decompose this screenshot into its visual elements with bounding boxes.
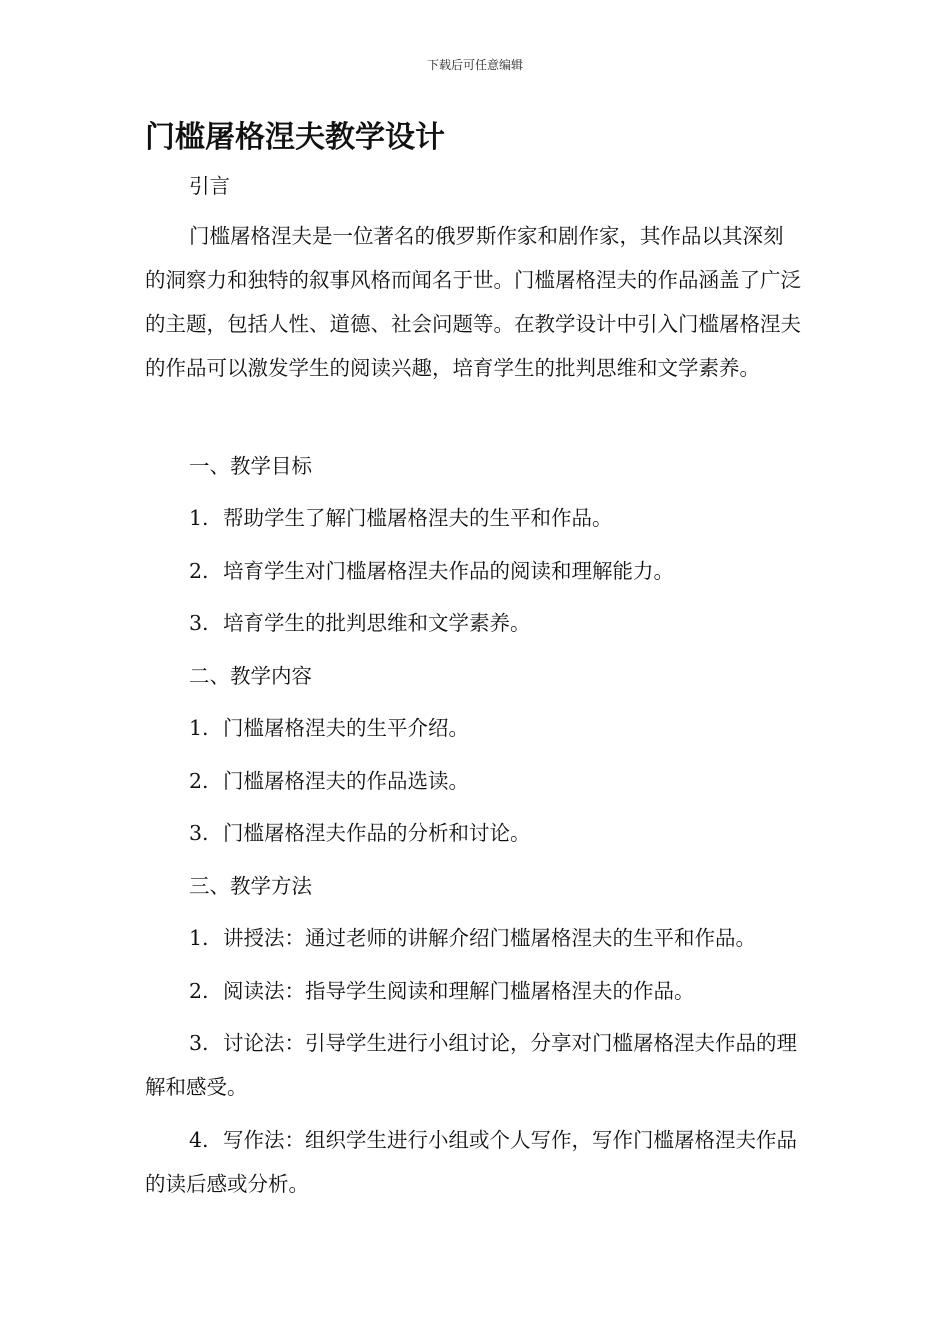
list-item-number: 2. — [189, 769, 209, 793]
list-item — [145, 1021, 803, 1109]
list-item-number: 2. — [189, 559, 209, 583]
list-item-number: 1. — [189, 506, 209, 530]
document-title: 门槛屠格涅夫教学设计 — [145, 120, 445, 155]
intro-heading: 引言 — [189, 174, 230, 198]
list-item — [145, 706, 803, 750]
list-item — [145, 1118, 803, 1206]
header-note: 下载后可任意编辑 — [426, 58, 523, 72]
section-heading-methods: 三、教学方法 — [189, 874, 312, 898]
list-item-text: 培育学生对门槛屠格涅夫作品的阅读和理解能力。 — [223, 559, 674, 583]
list-item-text: 门槛屠格涅夫的作品选读。 — [223, 769, 469, 793]
list-item-text: 帮助学生了解门槛屠格涅夫的生平和作品。 — [223, 506, 613, 530]
list-item-text: 门槛屠格涅夫的生平介绍。 — [223, 716, 469, 740]
section-heading-objectives: 一、教学目标 — [189, 454, 312, 478]
list-item — [145, 496, 803, 540]
list-item-number: 4. — [189, 1128, 209, 1152]
list-item-number: 3. — [189, 821, 209, 845]
list-item — [145, 759, 803, 803]
list-item — [145, 601, 803, 645]
list-item-text: 写作法：组织学生进行小组或个人写作，写作门槛屠格涅夫作品的读后感或分析。 — [145, 1128, 797, 1196]
list-item — [145, 811, 803, 855]
list-item-number: 1. — [189, 926, 209, 950]
list-item-number: 1. — [189, 716, 209, 740]
list-item-number: 2. — [189, 979, 209, 1003]
intro-paragraph: 门槛屠格涅夫是一位著名的俄罗斯作家和剧作家，其作品以其深刻的洞察力和独特的叙事风格而闻名于世。门槛屠格涅夫的作品涵盖了广泛的主题，包括人性、道德、社会问题等。在教学设计中引入门槛屠格涅夫的作品可以激发学生的阅读兴趣，培育学生的批判思维和文学素养。 — [145, 224, 801, 380]
list-item — [145, 916, 803, 960]
list-item — [145, 969, 803, 1013]
list-item-text: 讨论法：引导学生进行小组讨论，分享对门槛屠格涅夫作品的理解和感受。 — [145, 1031, 797, 1099]
list-item-text: 门槛屠格涅夫作品的分析和讨论。 — [223, 821, 531, 845]
section-heading-content: 二、教学内容 — [189, 664, 312, 688]
list-item-number: 3. — [189, 1031, 209, 1055]
list-item-text: 培育学生的批判思维和文学素养。 — [223, 611, 531, 635]
list-item-text: 阅读法：指导学生阅读和理解门槛屠格涅夫的作品。 — [223, 979, 695, 1003]
list-item-number: 3. — [189, 611, 209, 635]
list-item — [145, 549, 803, 593]
list-item-text: 讲授法：通过老师的讲解介绍门槛屠格涅夫的生平和作品。 — [223, 926, 756, 950]
